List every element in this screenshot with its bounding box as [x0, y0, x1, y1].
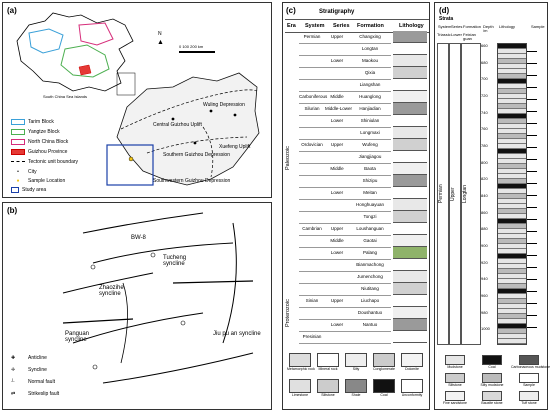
strat-formation: Wufeng — [349, 139, 391, 152]
strat-lithology-cell — [393, 139, 427, 151]
label-southern-dep: Southern Guizhou Depression — [163, 152, 230, 158]
strat-formation: Changxing — [349, 31, 391, 44]
tectonic-swatch — [11, 161, 25, 163]
strat-lithology-cell — [393, 151, 427, 163]
depth-tick: 760 — [481, 126, 488, 132]
syncline-icon: ✛ — [11, 367, 16, 373]
strat-formation: Baota — [349, 163, 391, 176]
strat-formation: Tongzi — [349, 211, 391, 224]
col-system: System — [305, 23, 325, 29]
strat-lithology-cell — [393, 211, 427, 223]
anticline-icon: ✚ — [11, 355, 16, 361]
legend-b — [7, 353, 77, 407]
depth-tick: 800 — [481, 159, 488, 165]
label-xuefeng: Xuefeng Uplift — [219, 144, 251, 150]
strat-lithology-cell — [393, 31, 427, 43]
legend-guizhou: Guizhou Province — [11, 149, 67, 155]
strat-formation: Longmaxi — [349, 127, 391, 140]
strat-formation: Palang — [349, 247, 391, 260]
strat-lithology-cell — [393, 163, 427, 175]
sample-marker — [527, 279, 537, 280]
legend-d-text: Mudstone — [447, 365, 463, 369]
guizhou-swatch — [11, 149, 25, 155]
sample-marker — [527, 111, 537, 112]
sample-marker — [527, 327, 537, 328]
sample-marker — [527, 267, 537, 268]
sample-marker — [527, 231, 537, 232]
lith-legend-swatch — [373, 353, 395, 367]
panel-c-label: (c) — [286, 6, 296, 15]
strat-lithology-cell — [393, 79, 427, 91]
lith-legend-item — [315, 379, 341, 403]
lith-legend-swatch — [373, 379, 395, 393]
sample-marker — [527, 147, 537, 148]
legend-syncline: ✛ Syncline — [11, 367, 47, 373]
strat-lithology-cell — [393, 115, 427, 127]
strat-lithology-cell — [393, 187, 427, 199]
strat-formation: Jumenchong — [349, 271, 391, 284]
lith-legend-text: Metamorphic rock — [287, 367, 315, 371]
depth-tick: 840 — [481, 193, 488, 198]
era-paleozoic: Paleozoic — [285, 146, 291, 170]
series-upper-d: Upper — [449, 43, 461, 345]
lith-legend-text: Shale — [351, 393, 361, 397]
legend-tarim: Tarim Block — [11, 119, 54, 125]
strat-lithology-cell — [393, 307, 427, 319]
depth-tick: 920 — [481, 259, 488, 265]
depth-column — [481, 43, 495, 343]
legend-tectonic: Tectonic unit boundary — [11, 159, 78, 165]
sample-marker — [527, 159, 537, 160]
legend-d-text: Silty mudstone — [480, 383, 504, 387]
north-label: N — [158, 31, 162, 37]
strat-lithology-cell — [393, 223, 427, 235]
depth-tick: 940 — [481, 276, 488, 282]
legend-d-text: Carbonaceous mudstone — [511, 365, 550, 369]
col-depth-d: Depth /m — [483, 24, 494, 33]
depth-tick: 720 — [481, 93, 488, 98]
panel-b-label: (b) — [7, 206, 18, 215]
strat-lithology-cell — [393, 247, 427, 259]
legend-sample: ● Sample Location — [11, 178, 65, 184]
lith-legend-swatch — [317, 353, 339, 367]
sample-marker — [527, 99, 537, 100]
strat-series: Upper — [325, 223, 349, 236]
strat-system: Cambrian — [299, 223, 325, 236]
col-sample-d: Sample — [531, 24, 545, 29]
sample-marker — [527, 291, 537, 292]
legend-d-item — [511, 355, 550, 372]
legend-d-swatch — [445, 391, 465, 401]
study-area-swatch — [11, 187, 19, 193]
strat-lithology-cell — [393, 331, 427, 343]
sample-marker — [527, 255, 537, 256]
strat-lithology-cell — [393, 283, 427, 295]
strat-series: Middle — [325, 235, 349, 248]
strat-formation: Maokou — [349, 55, 391, 68]
strat-series — [325, 331, 349, 344]
col-lithology: Lithology — [399, 23, 424, 29]
depth-tick: 740 — [481, 109, 488, 115]
col-series-d: Series — [451, 24, 463, 29]
lith-legend-text: Mineral rock — [318, 367, 338, 371]
formation-top-d: Feixian guan — [463, 32, 476, 41]
strat-system: Carboniferous — [299, 91, 325, 104]
col-system-d: System — [438, 24, 452, 29]
strat-series: Upper — [325, 31, 349, 44]
strat-formation: Gaotai — [349, 235, 391, 248]
sample-marker — [527, 207, 537, 208]
label-panguan: Panguan syncline — [65, 331, 90, 343]
sample-marker — [527, 219, 537, 220]
sample-marker — [527, 195, 537, 196]
strat-lithology-cell — [393, 67, 427, 79]
legend-d-swatch — [445, 373, 465, 383]
lith-legend-swatch — [289, 353, 311, 367]
lith-legend-text: Coal — [380, 393, 388, 397]
lith-legend-swatch — [317, 379, 339, 393]
legend-a — [7, 115, 97, 197]
legend-d-text: Bauxite stone — [481, 401, 503, 405]
strat-lithology-cell — [393, 43, 427, 55]
strat-system: Presinian — [299, 331, 325, 344]
strat-lithology-cell — [393, 271, 427, 283]
strat-series: Middle — [325, 163, 349, 176]
strat-lithology-cell — [393, 91, 427, 103]
strat-series: Lower — [325, 319, 349, 332]
panel-a-label: (a) — [7, 6, 17, 15]
legend-d-text: Siltstone — [448, 383, 462, 387]
strat-lithology-cell — [393, 295, 427, 307]
label-tucheng: Tucheng syncline — [163, 255, 187, 267]
strat-system: Ordovician — [299, 139, 325, 152]
strat-formation: Qixia — [349, 67, 391, 80]
label-central-uplift: Central Guizhou Uplift — [153, 122, 202, 128]
strat-formation: Hanjiadian — [349, 103, 391, 116]
strat-formation: Shiniulan — [349, 115, 391, 128]
legend-d-item — [474, 391, 510, 408]
lith-legend-text: Siltstone — [321, 393, 335, 397]
legend-city: • City — [11, 169, 37, 175]
sample-marker — [527, 123, 537, 124]
legend-d-text: Coal — [488, 365, 496, 369]
strat-formation: Jiangjiagou — [349, 151, 391, 164]
sample-marker — [527, 303, 537, 304]
legend-d-item — [511, 391, 547, 408]
strat-formation: Shizipu — [349, 175, 391, 188]
lith-legend-item — [399, 353, 425, 377]
strat-series: Lower — [325, 247, 349, 260]
lith-legend-c — [287, 353, 427, 407]
col-formation: Formation — [357, 23, 384, 29]
legend-d-swatch — [482, 391, 502, 401]
strat-series: Upper — [325, 295, 349, 308]
legend-study: Study area — [11, 187, 46, 193]
strat-series: Lower — [325, 55, 349, 68]
strat-lithology-cell — [393, 259, 427, 271]
stratigraphy-header: Stratigraphy — [319, 9, 355, 15]
legend-d — [437, 355, 550, 409]
lithology-log — [497, 43, 527, 345]
col-formation-d: Formation — [463, 24, 482, 29]
lith-legend-text: Limestone — [291, 393, 309, 397]
sample-marker — [527, 87, 537, 88]
label-bw8: BW-8 — [131, 235, 146, 241]
strat-formation: Honghuayuan — [349, 199, 391, 212]
label-jiupuan: Jiu pu an syncline — [213, 331, 261, 337]
scale-bar: 0 100 200 km — [179, 44, 204, 49]
strat-series: Lower — [325, 115, 349, 128]
strat-system: Sinian — [299, 295, 325, 308]
lith-legend-item — [343, 353, 369, 377]
strat-series: Middle — [325, 91, 349, 104]
strat-formation: Liuchapo — [349, 295, 391, 308]
legend-d-swatch — [519, 391, 539, 401]
sample-marker — [527, 183, 537, 184]
depth-tick: 680 — [481, 59, 488, 65]
strat-formation: Longtan — [349, 43, 391, 56]
lith-legend-item — [371, 379, 397, 403]
sample-marker — [527, 243, 537, 244]
label-southwestern-dep: Southwestern Guizhou Depression — [153, 178, 231, 184]
lith-legend-text: Dolomite — [405, 367, 419, 371]
legend-d-swatch — [519, 355, 539, 365]
sample-dot-icon: ● — [16, 178, 20, 184]
legend-d-swatch — [482, 373, 502, 383]
strat-series: Middle-Lower — [325, 103, 349, 116]
legend-anticline: ✚ Anticline — [11, 355, 47, 361]
system-permian-d: Permian — [437, 43, 449, 345]
col-series: Series — [333, 23, 350, 29]
depth-tick: 900 — [481, 243, 488, 248]
depth-tick: 780 — [481, 143, 488, 148]
tarim-swatch — [11, 119, 25, 125]
strat-lithology-cell — [393, 199, 427, 211]
strat-lithology-cell — [393, 175, 427, 187]
strata-header: Strata — [439, 16, 454, 22]
legend-d-item — [437, 391, 473, 408]
col-lithology-d: Lithology — [499, 24, 516, 29]
city-dot-icon: • — [17, 169, 19, 175]
depth-tick: 960 — [481, 293, 488, 298]
col-era: Era — [287, 23, 296, 29]
sample-marker — [527, 315, 537, 316]
legend-strikeslip: ⇄ Strikeslip fault — [11, 391, 60, 397]
strat-series: Upper — [325, 139, 349, 152]
formation-longtan-d: Longtan — [461, 43, 481, 345]
strat-formation: Nantuo — [349, 319, 391, 332]
strat-lithology-cell — [393, 319, 427, 331]
panel-d-well-log — [434, 2, 548, 410]
strikeslip-icon: ⇄ — [11, 391, 16, 397]
label-wuling: Wuling Depression — [203, 102, 245, 108]
lith-legend-text: Unconformity — [401, 393, 423, 397]
panel-d-label: (d) — [439, 6, 450, 15]
strat-formation: Loushanguan — [349, 223, 391, 236]
strat-formation — [349, 331, 391, 344]
depth-tick: 700 — [481, 76, 488, 82]
strat-formation: Liangshan — [349, 79, 391, 92]
legend-d-text: Tuff stone — [521, 401, 537, 405]
legend-d-swatch — [482, 355, 502, 365]
panel-a-map — [2, 2, 272, 198]
legend-d-item — [474, 355, 510, 372]
lith-legend-swatch — [401, 353, 423, 367]
sample-marker — [527, 51, 537, 52]
strat-formation: Doushantuo — [349, 307, 391, 320]
label-zhaozihe: Zhaozihe syncline — [99, 285, 124, 297]
lith-legend-swatch — [401, 379, 423, 393]
strat-rows — [299, 31, 429, 343]
north-china-swatch — [11, 139, 25, 145]
system-top-d: Triassic — [437, 32, 451, 37]
legend-d-text: Sample — [523, 383, 535, 387]
strat-formation: Niutitang — [349, 283, 391, 296]
lith-legend-swatch — [345, 353, 367, 367]
legend-yangtze: Yangtze Block — [11, 129, 60, 135]
strat-lithology-cell — [393, 127, 427, 139]
legend-d-swatch — [445, 355, 465, 365]
strat-system: Permian — [299, 31, 325, 44]
legend-d-text: Fine sandstone — [443, 401, 467, 405]
sample-marker — [527, 63, 537, 64]
strat-formation: Bianmachong — [349, 259, 391, 272]
strat-formation: Huanglong — [349, 91, 391, 104]
scale-line — [179, 51, 215, 53]
depth-tick: 660 — [481, 43, 488, 48]
strat-lithology-cell — [393, 55, 427, 67]
strat-lithology-cell — [393, 103, 427, 115]
panel-c-stratigraphy — [282, 2, 430, 410]
lith-legend-item — [287, 353, 313, 377]
depth-tick: 860 — [481, 209, 488, 215]
lith-legend-text: Silty — [352, 367, 360, 371]
legend-d-item — [511, 373, 547, 390]
lith-legend-swatch — [345, 379, 367, 393]
legend-north-china: North China Block — [11, 139, 68, 145]
lith-legend-item — [343, 379, 369, 403]
strat-formation: Meitan — [349, 187, 391, 200]
lith-legend-swatch — [289, 379, 311, 393]
lith-legend-item — [287, 379, 313, 403]
era-proterozoic: Proterozoic — [285, 299, 291, 327]
sample-marker — [527, 171, 537, 172]
strat-system: Silurian — [299, 103, 325, 116]
log-bed — [498, 339, 526, 344]
legend-d-item — [437, 373, 473, 390]
panel-b-map — [2, 202, 272, 410]
lith-legend-item — [315, 353, 341, 377]
sample-column — [527, 43, 547, 343]
depth-tick: 980 — [481, 309, 488, 315]
yangtze-swatch — [11, 129, 25, 135]
legend-d-item — [474, 373, 510, 390]
depth-tick: 820 — [481, 176, 488, 182]
sample-marker — [527, 135, 537, 136]
strat-series: Lower — [325, 187, 349, 200]
lith-legend-item — [399, 379, 425, 403]
depth-tick: 1000 — [481, 326, 490, 332]
legend-normal-fault: ┴ Normal fault — [11, 379, 55, 385]
sample-marker — [527, 75, 537, 76]
depth-tick: 880 — [481, 226, 488, 232]
lith-legend-item — [371, 353, 397, 377]
scs-label: South China Sea Islands — [43, 94, 88, 99]
north-arrow-icon: ▲ — [157, 39, 164, 46]
legend-d-swatch — [519, 373, 539, 383]
series-top-d: Lower — [451, 32, 462, 37]
normal-fault-icon: ┴ — [11, 379, 15, 385]
legend-d-item — [437, 355, 473, 372]
lith-legend-text: Conglomerate — [373, 367, 395, 371]
strat-lithology-cell — [393, 235, 427, 247]
